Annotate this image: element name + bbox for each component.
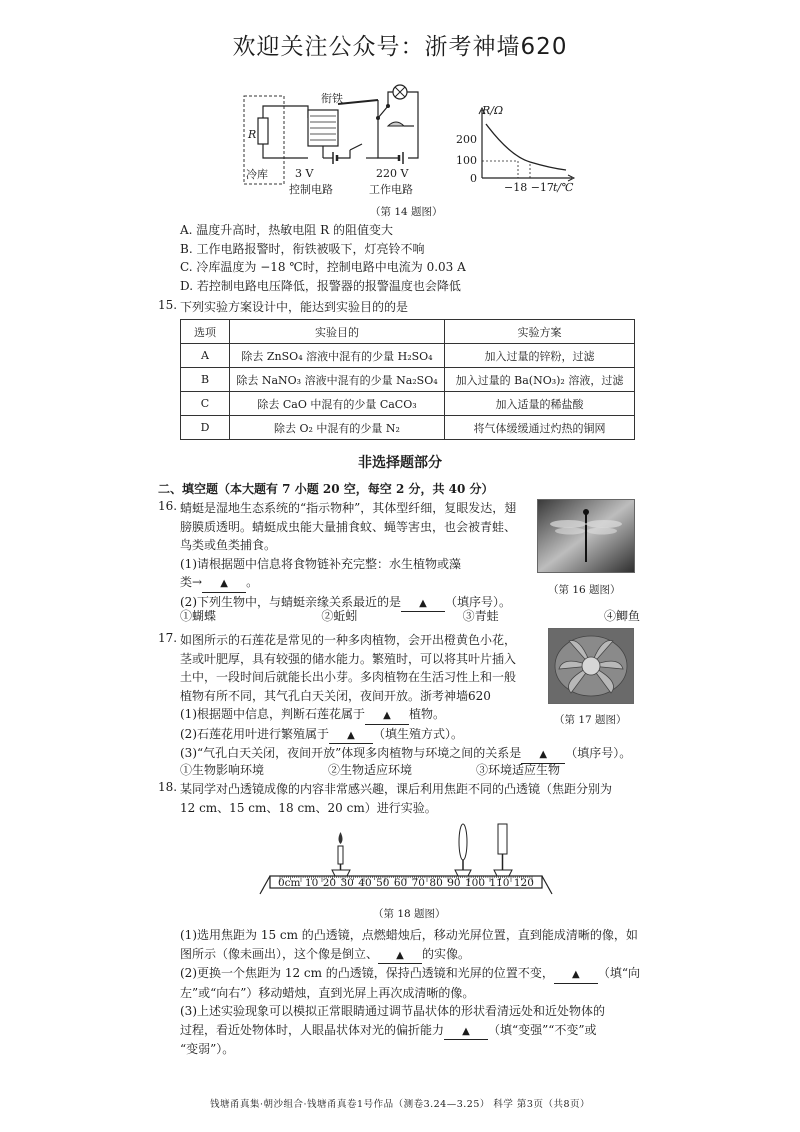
answer-blank[interactable]: ▲ [329, 728, 373, 745]
answer-blank[interactable]: ▲ [554, 967, 598, 984]
choice-item: ③环境适应生物 [475, 763, 560, 777]
table-header: 实验目的 [230, 320, 445, 344]
q14-circuit-diagram [238, 78, 468, 198]
q16-part1-line1: (1)请根据题中信息将食物链补充完整：水生植物或藻 [180, 556, 462, 571]
table-cell: 除去 ZnSO₄ 溶液中混有的少量 H₂SO₄ [230, 344, 445, 368]
q17-line: 植物有所不同，其气孔白天关闭，夜间开放。浙考神墙620 [180, 688, 491, 703]
choice-item: ①生物影响环境 [180, 763, 265, 777]
q17-part1-suffix: 植物。 [409, 707, 446, 722]
ruler-label: 0cm [278, 877, 301, 889]
graph-y100: 100 [456, 154, 477, 167]
q18-number: 18. [158, 780, 178, 794]
ruler-label: 30 [340, 877, 354, 889]
q18-part2-suffix: （填“向 [597, 966, 640, 981]
q17-part2 [180, 725, 631, 745]
answer-blank[interactable]: ▲ [202, 576, 246, 593]
q17-line: 土中，一段时间后就能长出小芽。多肉植物在生活习性上和一般 [180, 670, 517, 685]
ruler-labels [278, 877, 534, 889]
q14-option-a: A. 温度升高时，热敏电阻 R 的阻值变大 [180, 223, 393, 237]
q16-part1-suffix: 。 [246, 575, 259, 590]
q16-part1-line2 [180, 573, 516, 593]
q18-part3-suffix: （填“变强”“不变”或 [488, 1022, 597, 1037]
ruler-label: 110 [489, 877, 510, 889]
answer-blank[interactable]: ▲ [444, 1024, 488, 1041]
q18-part3-line3: “变弱”）。 [180, 1042, 235, 1057]
q18-part1-prefix: 图所示（像未画出），这个像是倒立、 [180, 946, 379, 961]
q16-number: 16. [158, 499, 178, 513]
fig18-caption: （第 18 题图） [373, 908, 446, 920]
q18-part2-line2: 左”或“向右”）移动蜡烛，直到光屏上再次成清晰的像。 [180, 985, 475, 1000]
table-row [181, 392, 635, 416]
table-cell: 将气体缓缓通过灼热的铜网 [445, 416, 635, 440]
q18-parts [180, 926, 640, 1059]
graph-x-ticks: −18 −17 [504, 181, 554, 194]
ruler-label: 120 [513, 877, 534, 889]
q18-part2-prefix: (2)更换一个焦距为 12 cm 的凸透镜，保持凸透镜和光屏的位置不变， [180, 966, 554, 981]
work-voltage-label: 220 V [376, 167, 409, 180]
table-cell: C [181, 392, 230, 416]
table-cell: 除去 CaO 中混有的少量 CaCO₃ [230, 392, 445, 416]
q17-part3-prefix: (3)“气孔白天关闭，夜间开放”体现多肉植物与环境之间的关系是 [180, 746, 522, 761]
choice-item: ③青蛙 [462, 609, 499, 623]
q18-line: 12 cm、15 cm、18 cm、20 cm）进行实验。 [180, 800, 437, 815]
q16-part2-suffix: （填序号）。 [445, 594, 512, 609]
fig14-caption: （第 14 题图） [370, 206, 443, 218]
graph-y-label: R/Ω [482, 104, 504, 117]
table-cell: 加入过量的锌粉，过滤 [445, 344, 635, 368]
q15-number: 15. [158, 298, 178, 312]
ruler-label: 60 [393, 877, 408, 889]
answer-blank[interactable]: ▲ [521, 747, 565, 764]
q18-part1-line1: (1)选用焦距为 15 cm 的凸透镜，点燃蜡烛后，移动光屏位置，直到能成清晰的像，如 [180, 928, 638, 942]
q14-option-c: C. 冷库温度为 −18 ℃时，控制电路中电流为 0.03 A [180, 260, 466, 275]
q16-line: 鸟类或鱼类捕食。 [180, 538, 277, 553]
part2-heading: 二、填空题（本大题有 7 小题 20 空，每空 2 分，共 40 分） [158, 482, 494, 496]
ruler-label: 70 [411, 877, 425, 889]
q16-choices [180, 607, 640, 626]
page-footer: 钱塘甬真集·朝沙组合·钱塘甬真卷1号作品（测卷3.24—3.25） 科学 第3页（共8页） [209, 1099, 591, 1110]
q18-part3-prefix: 过程，看近处物体时，人眼晶状体对光的偏折能力 [180, 1022, 445, 1037]
ruler-label: 10 [304, 877, 319, 889]
q17-line: 茎或叶肥厚，具有较强的储水能力。繁殖时，可以将其叶片插入 [180, 651, 517, 666]
graph-y200: 200 [456, 133, 477, 146]
graph-y0: 0 [470, 172, 477, 185]
cold-storage-label: 冷库 [246, 168, 268, 181]
table-header: 选项 [181, 320, 230, 344]
control-voltage-label: 3 V [295, 167, 314, 180]
q16-body [180, 499, 516, 612]
table-cell: 除去 NaNO₃ 溶液中混有的少量 Na₂SO₄ [230, 368, 445, 392]
ruler-label: 90 [447, 877, 461, 889]
armature-label: 衔铁 [321, 92, 343, 105]
fig17-caption: （第 17 题图） [554, 714, 627, 726]
q16-part1-prefix: 类→ [180, 575, 203, 590]
q17-line: 如图所示的石莲花是常见的一种多肉植物，会开出橙黄色小花， [180, 633, 517, 647]
q15-table [180, 319, 635, 440]
table-row [181, 368, 635, 392]
ruler-label: 100 [464, 877, 486, 889]
q17-part2-suffix: （填生殖方式）。 [373, 726, 464, 741]
ruler-label: 50 [376, 877, 390, 889]
q18-part1-line2 [180, 945, 640, 965]
ruler-label: 40 [358, 877, 372, 889]
q18-intro [180, 780, 612, 817]
q15-stem: 下列实验方案设计中，能达到实验目的的是 [180, 300, 409, 314]
q17-part2-prefix: (2)石莲花用叶进行繁殖属于 [180, 726, 329, 741]
answer-blank[interactable]: ▲ [378, 948, 422, 965]
q18-part3-line2 [180, 1021, 640, 1041]
table-cell: B [181, 368, 230, 392]
ruler-label: 80 [429, 877, 443, 889]
resistor-label: R [248, 128, 257, 141]
control-circuit-label: 控制电路 [289, 183, 333, 196]
choice-item: ②生物适应环境 [327, 763, 412, 777]
q18-part2-line1 [180, 964, 640, 984]
section-title: 非选择题部分 [358, 455, 442, 471]
table-cell: D [181, 416, 230, 440]
q16-line: 膀膜质透明。蜻蜓成虫能大量捕食蚊、蝇等害虫，也会被青蛙、 [180, 519, 517, 534]
ruler-label: 20 [322, 877, 337, 889]
q14-options [180, 221, 466, 295]
dragonfly-photo [537, 499, 635, 573]
q17-part3-suffix: （填序号）。 [565, 746, 632, 761]
table-header-row [181, 320, 635, 344]
q16-line: 蜻蜓是湿地生态系统的“指示物种”，其体型纤细，复眼发达，翅 [180, 501, 517, 515]
q14-option-d: D. 若控制电路电压降低，报警器的报警温度也会降低 [180, 278, 461, 293]
q18-line: 某同学对凸透镜成像的内容非常感兴趣，课后利用焦距不同的凸透镜（焦距分别为 [180, 782, 613, 796]
choice-item: ④鲫鱼 [603, 609, 640, 623]
choice-item: ①蝴蝶 [180, 609, 217, 623]
echeveria-photo [548, 628, 634, 704]
table-row [181, 344, 635, 368]
page-header: 欢迎关注公众号：浙考神墙620 [232, 34, 568, 60]
choice-item: ②蚯蚓 [321, 609, 358, 623]
answer-blank[interactable]: ▲ [401, 596, 445, 613]
table-cell: 加入过量的 Ba(NO₃)₂ 溶液，过滤 [445, 368, 635, 392]
table-row [181, 416, 635, 440]
table-cell: 除去 O₂ 中混有的少量 N₂ [230, 416, 445, 440]
table-header: 实验方案 [445, 320, 635, 344]
q18-part3-line1: (3)上述实验现象可以模拟正常眼睛通过调节晶状体的形状看清远处和近处物体的 [180, 1004, 606, 1019]
q17-part1-prefix: (1)根据题中信息，判断石莲花属于 [180, 707, 365, 722]
q17-choices [180, 761, 560, 780]
q18-part1-suffix: 的实像。 [422, 946, 471, 961]
table-cell: 加入适量的稀盐酸 [445, 392, 635, 416]
graph-x-label: t/℃ [553, 181, 574, 194]
work-circuit-label: 工作电路 [369, 183, 413, 196]
answer-blank[interactable]: ▲ [365, 708, 409, 725]
table-cell: A [181, 344, 230, 368]
q17-number: 17. [158, 631, 178, 645]
q14-option-b: B. 工作电路报警时，衔铁被吸下，灯亮铃不响 [180, 241, 425, 256]
q16-part2-prefix: (2)下列生物中，与蜻蜓亲缘关系最近的是 [180, 594, 401, 609]
fig16-caption: （第 16 题图） [548, 584, 621, 596]
